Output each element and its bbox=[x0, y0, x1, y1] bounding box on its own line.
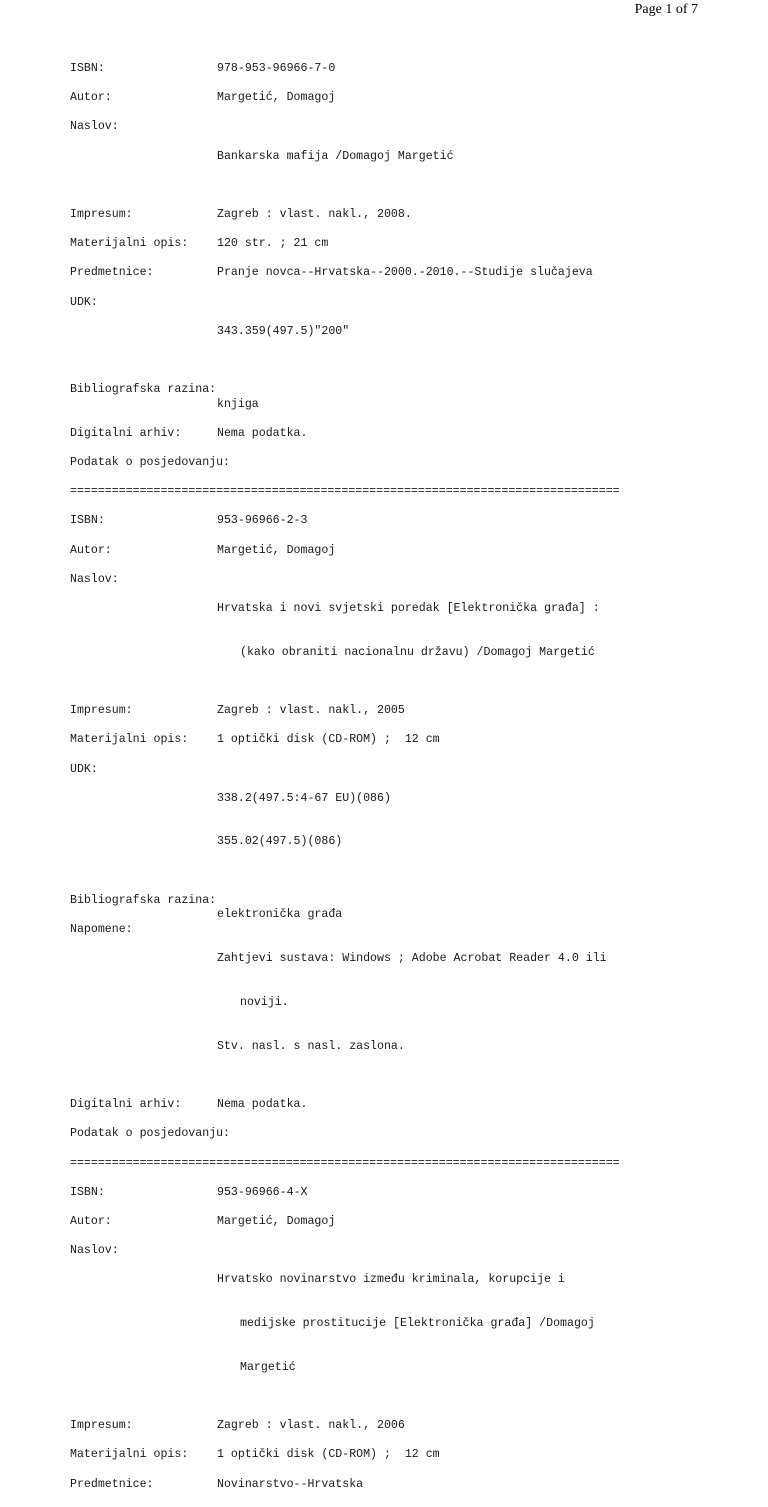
udc-value: 343.359(497.5)"200" bbox=[217, 324, 350, 338]
imprint-field bbox=[70, 704, 730, 719]
physical-description-field bbox=[70, 733, 730, 748]
catalog-record bbox=[70, 1186, 730, 1492]
subjects-field bbox=[70, 266, 730, 281]
imprint-field bbox=[70, 1419, 730, 1434]
notes-field bbox=[70, 923, 730, 1084]
physical-description-value: 1 optički disk (CD-ROM) ; 12 cm bbox=[217, 733, 440, 747]
bibliographic-level-field bbox=[70, 894, 730, 923]
page-number: Page 1 of 7 bbox=[634, 2, 698, 17]
field-label: Autor: bbox=[70, 543, 112, 557]
record-separator: =============================================================================== bbox=[70, 1156, 620, 1170]
field-label: Napomene: bbox=[70, 923, 133, 937]
field-label: Bibliografska razina: bbox=[70, 893, 217, 907]
imprint-value: Zagreb : vlast. nakl., 2005 bbox=[217, 704, 405, 718]
title-line: Hrvatska i novi svjetski poredak [Elektronička građa] : bbox=[217, 601, 600, 615]
author-field bbox=[70, 544, 730, 559]
title-line: Hrvatsko novinarstvo između kriminala, korupcije i bbox=[217, 1273, 565, 1287]
physical-description-value: 1 optički disk (CD-ROM) ; 12 cm bbox=[217, 1448, 440, 1462]
field-label: Digitalni arhiv: bbox=[70, 426, 182, 440]
field-label: Naslov: bbox=[70, 1244, 119, 1258]
field-label: ISBN: bbox=[70, 514, 105, 528]
udc-field bbox=[70, 763, 730, 880]
title-line: Margetić bbox=[240, 1360, 296, 1374]
holdings-label: Podatak o posjedovanju: bbox=[70, 456, 231, 470]
field-label: Autor: bbox=[70, 91, 112, 105]
title-field bbox=[70, 120, 730, 193]
author-value: Margetić, Domagoj bbox=[217, 543, 336, 557]
isbn-value: 953-96966-2-3 bbox=[217, 514, 308, 528]
physical-description-field bbox=[70, 1448, 730, 1463]
subjects-field bbox=[70, 1478, 730, 1493]
imprint-value: Zagreb : vlast. nakl., 2008. bbox=[217, 207, 412, 221]
catalog-document bbox=[70, 62, 730, 1507]
note-line: noviji. bbox=[240, 996, 289, 1009]
physical-description-value: 120 str. ; 21 cm bbox=[217, 237, 329, 251]
author-field bbox=[70, 91, 730, 106]
author-value: Margetić, Domagoj bbox=[217, 1214, 336, 1228]
field-label: Predmetnice: bbox=[70, 1477, 154, 1491]
catalog-record bbox=[70, 514, 730, 1142]
title-line: (kako obraniti nacionalnu državu) /Domagoj Margetić bbox=[240, 645, 595, 659]
field-label: Impresum: bbox=[70, 207, 133, 221]
field-label: Materijalni opis: bbox=[70, 1448, 189, 1462]
field-label: Impresum: bbox=[70, 1419, 133, 1433]
physical-description-field bbox=[70, 237, 730, 252]
field-label: ISBN: bbox=[70, 1185, 105, 1199]
imprint-value: Zagreb : vlast. nakl., 2006 bbox=[217, 1419, 405, 1433]
udc-value: 355.02(497.5)(086) bbox=[217, 835, 343, 849]
digital-archive-field bbox=[70, 1098, 730, 1113]
title-field bbox=[70, 1244, 730, 1405]
isbn-value: 953-96966-4-X bbox=[217, 1185, 308, 1199]
bibliographic-level-value: elektronička građa bbox=[217, 908, 343, 922]
catalog-record bbox=[70, 62, 730, 471]
note-line: Zahtjevi sustava: Windows ; Adobe Acrobat Reader 4.0 ili bbox=[217, 952, 607, 966]
field-label: Materijalni opis: bbox=[70, 733, 189, 747]
field-label: ISBN: bbox=[70, 62, 105, 75]
subjects-value: Novinarstvo--Hrvatska bbox=[217, 1477, 364, 1491]
title-field bbox=[70, 573, 730, 690]
digital-archive-value: Nema podatka. bbox=[217, 1098, 308, 1112]
field-label: Naslov: bbox=[70, 120, 119, 134]
author-value: Margetić, Domagoj bbox=[217, 91, 336, 105]
subjects-value: Pranje novca--Hrvatska--2000.-2010.--Studije slučajeva bbox=[217, 266, 593, 280]
udc-value: 338.2(497.5:4-67 EU)(086) bbox=[217, 791, 391, 805]
bibliographic-level-field bbox=[70, 383, 730, 412]
field-label: Materijalni opis: bbox=[70, 237, 189, 251]
field-label: Autor: bbox=[70, 1214, 112, 1228]
note-line: Stv. nasl. s nasl. zaslona. bbox=[217, 1039, 405, 1053]
record-separator: =============================================================================== bbox=[70, 485, 620, 499]
field-label: Naslov: bbox=[70, 572, 119, 586]
isbn-field bbox=[70, 514, 730, 529]
field-label: Digitalni arhiv: bbox=[70, 1098, 182, 1112]
field-label: UDK: bbox=[70, 295, 98, 309]
field-label: UDK: bbox=[70, 762, 98, 776]
field-label: Predmetnice: bbox=[70, 266, 154, 280]
field-label: Bibliografska razina: bbox=[70, 383, 217, 397]
title-line: medijske prostitucije [Elektronička građa] /Domagoj bbox=[240, 1317, 595, 1331]
isbn-field bbox=[70, 62, 730, 77]
digital-archive-field bbox=[70, 427, 730, 442]
udc-field bbox=[70, 296, 730, 369]
isbn-field bbox=[70, 1186, 730, 1201]
bibliographic-level-value: knjiga bbox=[217, 397, 259, 411]
holdings-label: Podatak o posjedovanju: bbox=[70, 1127, 231, 1141]
imprint-field bbox=[70, 208, 730, 223]
title-line: Bankarska mafija /Domagoj Margetić bbox=[217, 149, 454, 163]
field-label: Impresum: bbox=[70, 704, 133, 718]
author-field bbox=[70, 1215, 730, 1230]
digital-archive-value: Nema podatka. bbox=[217, 426, 308, 440]
isbn-value: 978-953-96966-7-0 bbox=[217, 62, 336, 75]
